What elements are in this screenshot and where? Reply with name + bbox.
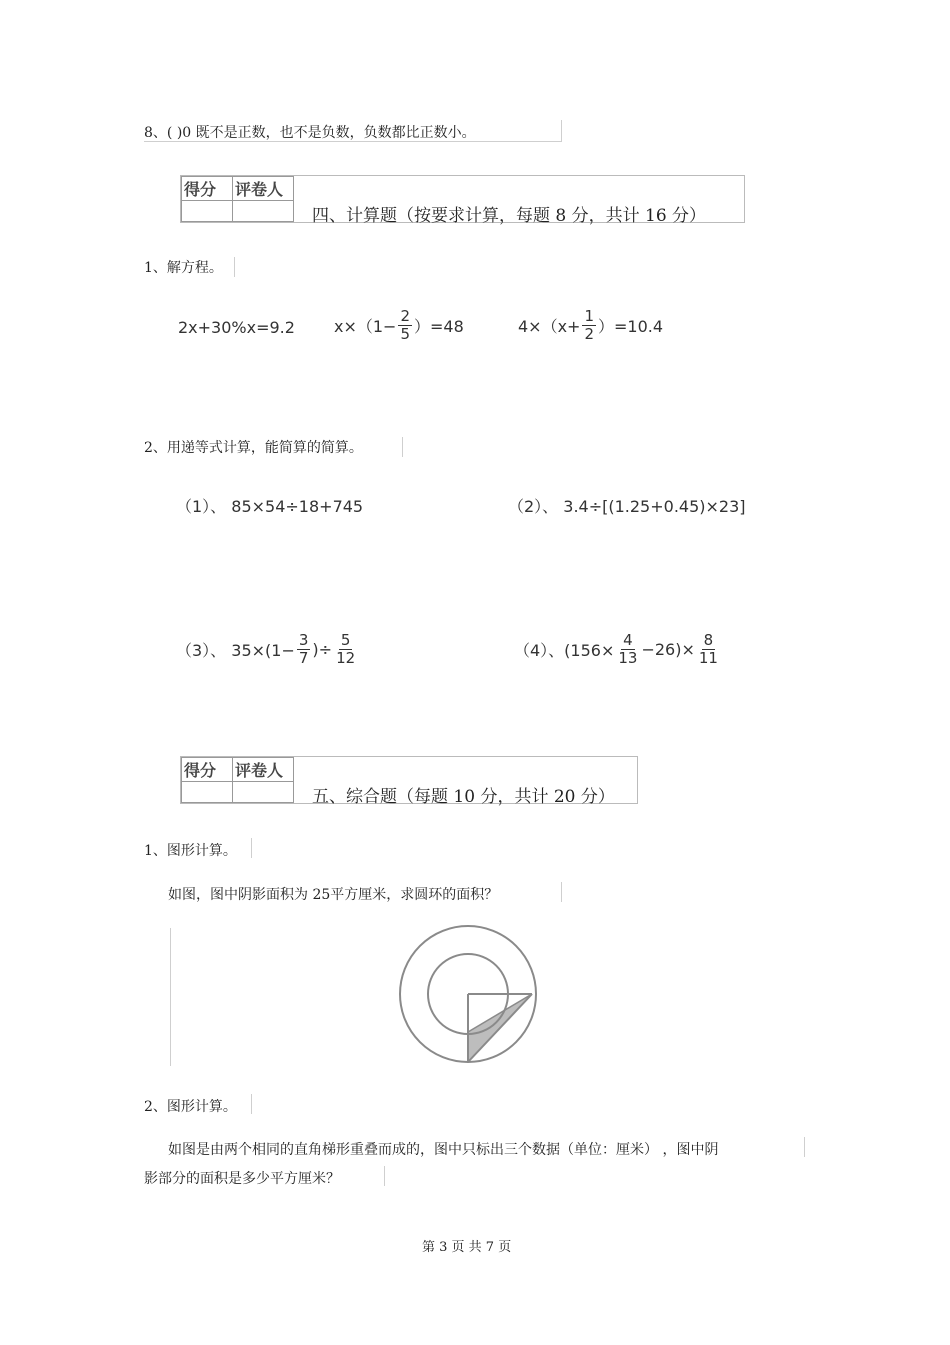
divider — [251, 838, 252, 858]
denominator: 2 — [584, 325, 595, 343]
divider — [804, 1137, 805, 1157]
calc-1: （1）、 85×54÷18+745 — [176, 497, 364, 516]
score-label: 得分 — [182, 758, 233, 782]
denominator: 5 — [400, 325, 411, 343]
numerator: 3 — [298, 631, 309, 649]
eq3-prefix: 4×（x+ — [518, 317, 581, 336]
equation-1: 2x+30%x=9.2 — [178, 318, 295, 337]
divider — [402, 437, 403, 457]
s5-q2-text-line1: 如图是由两个相同的直角梯形重叠而成的，图中只标出三个数据（单位：厘米） ，图中阴 — [168, 1142, 719, 1158]
fraction — [334, 632, 357, 667]
fraction — [697, 632, 720, 667]
denominator: 12 — [336, 649, 356, 667]
calc4-prefix: （4）、(156× — [514, 641, 615, 660]
eq2-prefix: x×（1− — [334, 317, 397, 336]
grader-label: 评卷人 — [233, 758, 294, 782]
calc4-mid: −26)× — [641, 640, 695, 659]
numerator: 8 — [703, 631, 714, 649]
fraction — [582, 308, 596, 343]
numerator: 2 — [400, 307, 411, 325]
s5-q2-text-line2: 影部分的面积是多少平方厘米？ — [144, 1171, 340, 1187]
s5-q1-label: 1、图形计算。 — [144, 843, 237, 859]
divider — [234, 257, 235, 277]
eq2-suffix: ）=48 — [414, 317, 464, 336]
score-label: 得分 — [182, 177, 233, 201]
divider — [561, 120, 562, 142]
grader-label: 评卷人 — [233, 177, 294, 201]
section-4-title: 四、计算题（按要求计算，每题 8 分，共计 16 分） — [312, 206, 707, 226]
score-cell — [182, 782, 233, 803]
calc3-prefix: （3）、 35×(1− — [176, 641, 295, 660]
denominator: 7 — [298, 649, 309, 667]
denominator: 11 — [698, 649, 718, 667]
score-cell — [182, 201, 233, 222]
equation-2 — [334, 308, 464, 343]
divider — [561, 882, 562, 902]
grader-cell — [233, 201, 294, 222]
fraction — [616, 632, 639, 667]
fraction — [297, 632, 311, 667]
denominator: 13 — [618, 649, 638, 667]
s4-q1-label: 1、解方程。 — [144, 260, 223, 276]
numerator: 4 — [623, 631, 633, 649]
grader-cell — [233, 782, 294, 803]
fraction — [398, 308, 412, 343]
divider — [144, 141, 561, 142]
ring-figure — [390, 922, 540, 1068]
divider — [251, 1094, 252, 1114]
s5-q2-label: 2、图形计算。 — [144, 1099, 237, 1115]
calc3-mid: )÷ — [312, 640, 333, 659]
question-8: 8、( )0 既不是正数，也不是负数，负数都比正数小。 — [144, 125, 476, 141]
calc-2: （2）、 3.4÷[(1.25+0.45)×23] — [508, 497, 746, 516]
calc-3 — [176, 632, 359, 667]
equation-3 — [518, 308, 663, 343]
numerator: 1 — [584, 307, 595, 325]
s5-q1-text: 如图，图中阴影面积为 25平方厘米，求圆环的面积？ — [168, 887, 499, 903]
figure-frame — [170, 928, 171, 1066]
numerator: 5 — [340, 631, 351, 649]
score-table — [181, 757, 294, 803]
page-footer: 第 3 页 共 7 页 — [422, 1240, 512, 1255]
divider — [384, 1166, 385, 1186]
section-5-title: 五、综合题（每题 10 分，共计 20 分） — [312, 787, 615, 807]
calc-4 — [514, 632, 722, 667]
s4-q2-label: 2、用递等式计算，能简算的简算。 — [144, 440, 363, 456]
eq3-suffix: ）=10.4 — [598, 317, 664, 336]
score-table — [181, 176, 294, 222]
